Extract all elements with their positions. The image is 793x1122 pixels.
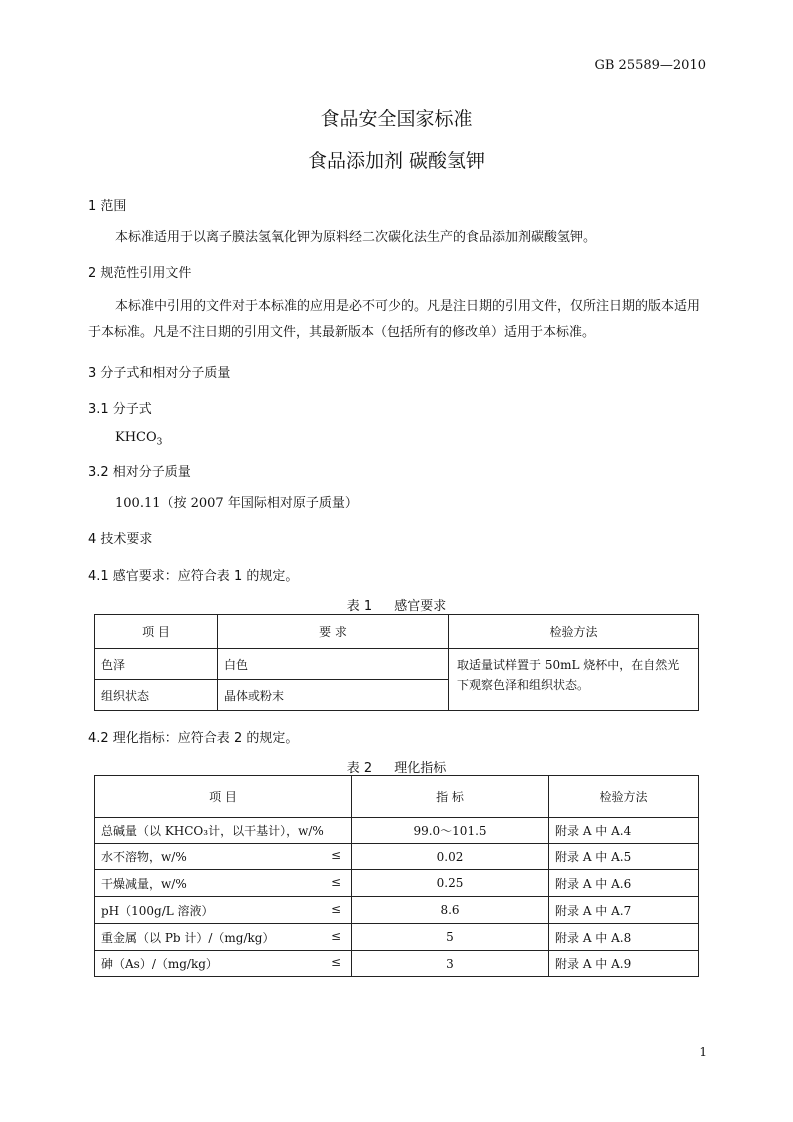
table-2-cell-item [95, 924, 352, 951]
table-2-item-label: 水不溶物，w/% [101, 850, 187, 864]
table-2-cell-method: 附录 A 中 A.4 [549, 818, 699, 844]
table-1-header-requirement: 要 求 [218, 615, 449, 649]
table-1-number: 表 1 [346, 599, 373, 614]
section-4-2-heading: 4.2 理化指标：应符合表 2 的规定。 [88, 731, 299, 746]
table-2-cell-item [95, 818, 352, 844]
table-2-item-label: 砷（As）/（mg/kg） [101, 957, 218, 971]
table-2-cell-value: 0.02 [352, 844, 549, 870]
table-2-cell-item [95, 951, 352, 977]
table-2-cell-method: 附录 A 中 A.7 [549, 897, 699, 924]
table-row [95, 951, 699, 977]
section-3-heading: 3 分子式和相对分子质量 [88, 366, 231, 381]
table-2 [94, 775, 699, 977]
table-2-number: 表 2 [346, 761, 373, 776]
table-row [95, 844, 699, 870]
table-row [95, 818, 699, 844]
table-2-cell-value: 5 [352, 924, 549, 951]
table-2-operator: ≤ [330, 955, 341, 969]
table-2-item-label: 干燥减量，w/% [101, 876, 187, 891]
table-row [95, 649, 699, 680]
table-2-item-label: 重金属（以 Pb 计）/（mg/kg） [101, 930, 275, 945]
document-title: 食品安全国家标准 [320, 108, 473, 130]
table-2-cell-method: 附录 A 中 A.9 [549, 951, 699, 977]
table-1-cell-requirement: 白色 [218, 649, 449, 680]
table-2-cell-method: 附录 A 中 A.6 [549, 870, 699, 897]
table-row [95, 924, 699, 951]
section-3-1-heading: 3.1 分子式 [88, 402, 152, 417]
table-2-operator: ≤ [330, 874, 341, 889]
table-1-header-method: 检验方法 [449, 615, 699, 649]
table-2-operator: ≤ [330, 848, 341, 862]
table-2-cell-value: 3 [352, 951, 549, 977]
table-2-cell-item [95, 844, 352, 870]
table-row [95, 897, 699, 924]
table-2-cell-item [95, 897, 352, 924]
molecular-formula [115, 430, 162, 448]
table-1-title: 感官要求 [394, 599, 447, 614]
table-1-cell-item: 组织状态 [95, 680, 218, 711]
standard-number: GB 25589—2010 [594, 58, 706, 73]
table-1-cell-item: 色泽 [95, 649, 218, 680]
table-2-caption [0, 757, 793, 776]
table-2-title: 理化指标 [394, 761, 447, 776]
section-3-2-heading: 3.2 相对分子质量 [88, 465, 191, 480]
table-2-operator: ≤ [330, 928, 341, 943]
table-2-item-label: 总碱量（以 KHCO₃计，以干基计），w/% [101, 824, 324, 838]
document-subtitle: 食品添加剂 碳酸氢钾 [307, 150, 486, 172]
table-row [95, 870, 699, 897]
section-1-text: 本标准适用于以离子膜法氢氧化钾为原料经二次碳化法生产的食品添加剂碳酸氢钾。 [115, 230, 597, 245]
section-2-heading: 2 规范性引用文件 [88, 266, 192, 281]
section-2-text: 本标准中引用的文件对于本标准的应用是必不可少的。凡是注日期的引用文件，仅所注日期的版本适用于本标准。凡是不注日期的引用文件，其最新版本（包括所有的修改单）适用于本标准。 [88, 299, 701, 340]
table-2-cell-value: 0.25 [352, 870, 549, 897]
formula-main: KHCO [115, 430, 157, 445]
table-1 [94, 614, 699, 711]
formula-subscript: 3 [156, 437, 163, 448]
section-4-1-heading: 4.1 感官要求：应符合表 1 的规定。 [88, 569, 299, 584]
table-1-caption [0, 595, 793, 614]
section-1-heading: 1 范围 [88, 199, 127, 214]
table-1-header-item: 项 目 [95, 615, 218, 649]
table-1-cell-requirement: 晶体或粉末 [218, 680, 449, 711]
table-2-cell-value: 8.6 [352, 897, 549, 924]
table-2-header-value: 指 标 [352, 776, 549, 818]
table-2-cell-method: 附录 A 中 A.8 [549, 924, 699, 951]
table-2-cell-method: 附录 A 中 A.5 [549, 844, 699, 870]
table-2-item-label: pH（100g/L 溶液） [101, 903, 214, 918]
page-number: 1 [699, 1045, 707, 1059]
table-2-header-item: 项 目 [95, 776, 352, 818]
table-2-header-method: 检验方法 [549, 776, 699, 818]
section-4-heading: 4 技术要求 [88, 532, 153, 547]
table-2-cell-value: 99.0～101.5 [352, 818, 549, 844]
molecular-mass: 100.11（按 2007 年国际相对原子质量） [115, 496, 358, 511]
table-1-cell-method: 取适量试样置于 50mL 烧杯中，在自然光下观察色泽和组织状态。 [449, 649, 699, 711]
table-2-operator: ≤ [330, 901, 341, 916]
table-2-cell-item [95, 870, 352, 897]
